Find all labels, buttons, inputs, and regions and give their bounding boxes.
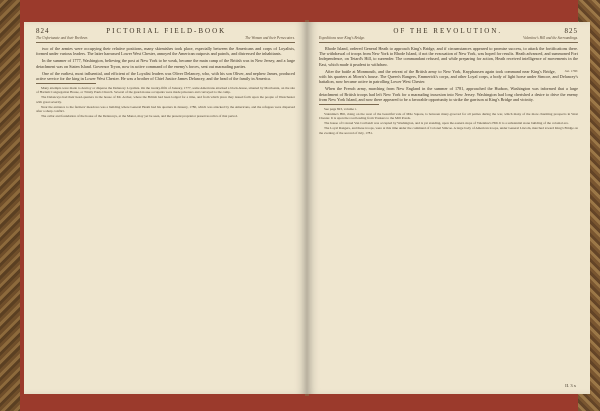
footnote: Near the entrance to the farmers' meadows was a building where General Heath had his quarters in January, 1780, which was attacked by the Americans, and the refugees were dispersed after a sharp conflict. xyxy=(36,104,295,113)
paragraph: Rhode Island, ordered General Heath to approach King's Bridge, and if circumstances appeared to promise success, to attack the fortifications there. The withdrawal of troops from New York to Rhode Island, if not the evacuation of New York, was hoped for results. Heath advanced, and summoned Fort Independence, on Tetard's Hill, to surrender. The commandant refused, and while preparing for action, Heath received intelligence of movements in the East, which made it prudent to withdraw. xyxy=(319,46,578,67)
right-body-text xyxy=(307,46,590,102)
right-subhead-left: Expeditions near King's Bridge. xyxy=(319,36,366,40)
paragraph: When the French army, marching from New England in the summer of 1781, approached the Hudson, Washington was informed that a large detachment of British troops had left New York for a marauding incursion into New Jersey. Washington had long cherished a desire to drive the enemy from New York Island, and now there appeared to be a favorable opportunity to strike the garrison at King's Bridge and vicinity. xyxy=(319,86,578,102)
paragraph xyxy=(319,69,578,85)
left-subhead-right: The Woman and their Persecutors. xyxy=(245,36,295,40)
margin-note: Jan. 1780. xyxy=(564,68,578,73)
signature-mark: II. 3 x xyxy=(565,383,576,388)
left-head-rule xyxy=(36,42,295,43)
right-footnote-rule xyxy=(319,104,379,105)
book-cover-left xyxy=(0,0,20,411)
paragraph: In the summer of 1777, Washington, believing the post at New York to be weak, became the main camp of the British was in New Jersey, and a large detachment was on Staten Island. Governor Tryon, now in active command of the enemy's forces, sent out marauding parties. xyxy=(36,58,295,69)
footnote: The Delanceys had their head-quarters in the house of Mr. Archer, where the British had been lodged for a time, and from which place they issued forth upon the people of Westchester with great severity. xyxy=(36,95,295,104)
footnote: Valentine's Hill, rising on the west of the beautiful vale of Mile Square, is between many-grooved for all parties during the war, which many of the more charming prospects in West Chester. It is upon the road leading from Yonkers to the Mill Ponds. xyxy=(319,112,578,121)
left-running-title: PICTORIAL FIELD-BOOK xyxy=(106,27,227,35)
paragraph: two of the armies were occupying their relative positions, many skirmishes took place, especially between the Americans and corps of Loyalists, formed under various leaders. The latter harrassed Lower West Chester, annoyed the American outposts and patrols, and distressed the inhabitants. xyxy=(36,46,295,57)
right-head-rule xyxy=(319,42,578,43)
footnote: The cellar and foundation of the house of the Delanceys, at the Manor, may yet be seen, and the present proprietor preserves relics of that period. xyxy=(41,113,238,118)
left-footnote-rule xyxy=(36,83,96,84)
left-running-head xyxy=(24,22,307,35)
paragraph-text: After the battle at Monmouth, and the retreat of the British army to New York, Knyphausen again took command near King's Bridge, with his quarters at Morris's house. The Queen's Rangers, Emmerick's corps, and other Loyal corps, a body of light horse under Simcoe, and Delancey's battalion, now became active in patrolling Lower West Chester. xyxy=(319,68,578,85)
right-running-title: OF THE REVOLUTION. xyxy=(393,27,503,35)
left-body-text xyxy=(24,46,307,81)
left-subhead xyxy=(24,35,307,40)
left-footnotes xyxy=(24,86,307,118)
right-running-head xyxy=(307,22,590,35)
left-page-number: 824 xyxy=(36,27,50,35)
footnote: See page 823, volume i. xyxy=(324,107,357,112)
right-page-number: 825 xyxy=(564,27,578,35)
right-subhead xyxy=(307,35,590,40)
left-subhead-left: The Unfortunate and their Brethren. xyxy=(36,36,89,40)
footnote: The house of Colonel Van Cortlandt was occupied by Washington, and is yet standing, upon the eastern slope of Valentine's Hill. It is a substantial stone building of the colonial era. xyxy=(324,121,569,126)
right-footnotes xyxy=(307,107,590,135)
right-subhead-right: Valentine's Hill and the Surroundings. xyxy=(523,36,578,40)
footnote: The Loyal Rangers, and these troops, were at this time under the command of Colonel Simcoe. A large body of American troops, under General Lincoln, marched toward King's Bridge on the evening of the second of July, 1781. xyxy=(319,126,578,135)
paragraph: One of the earliest, most influential, and efficient of the Loyalist leaders was Oliver Delancey, who, with his son Oliver, and nephew James, produced active service for the king in Lower West Chester. He was a brother of Chief Justice James Delancey, and the head of the family in America. xyxy=(36,70,295,82)
right-page xyxy=(307,22,590,394)
left-page xyxy=(24,22,307,394)
footnote: Many attempts were made to destroy or disperse the Delancey Loyalists. On the twenty-fifth of January, 1777, some Americans attacked a block-house, situated by Morrisania, on the site of Harlem Congregation House, or Trinity Pauls Church. Several of the guard-house occupants were made prisoners and conveyed to the camp. xyxy=(36,86,295,95)
